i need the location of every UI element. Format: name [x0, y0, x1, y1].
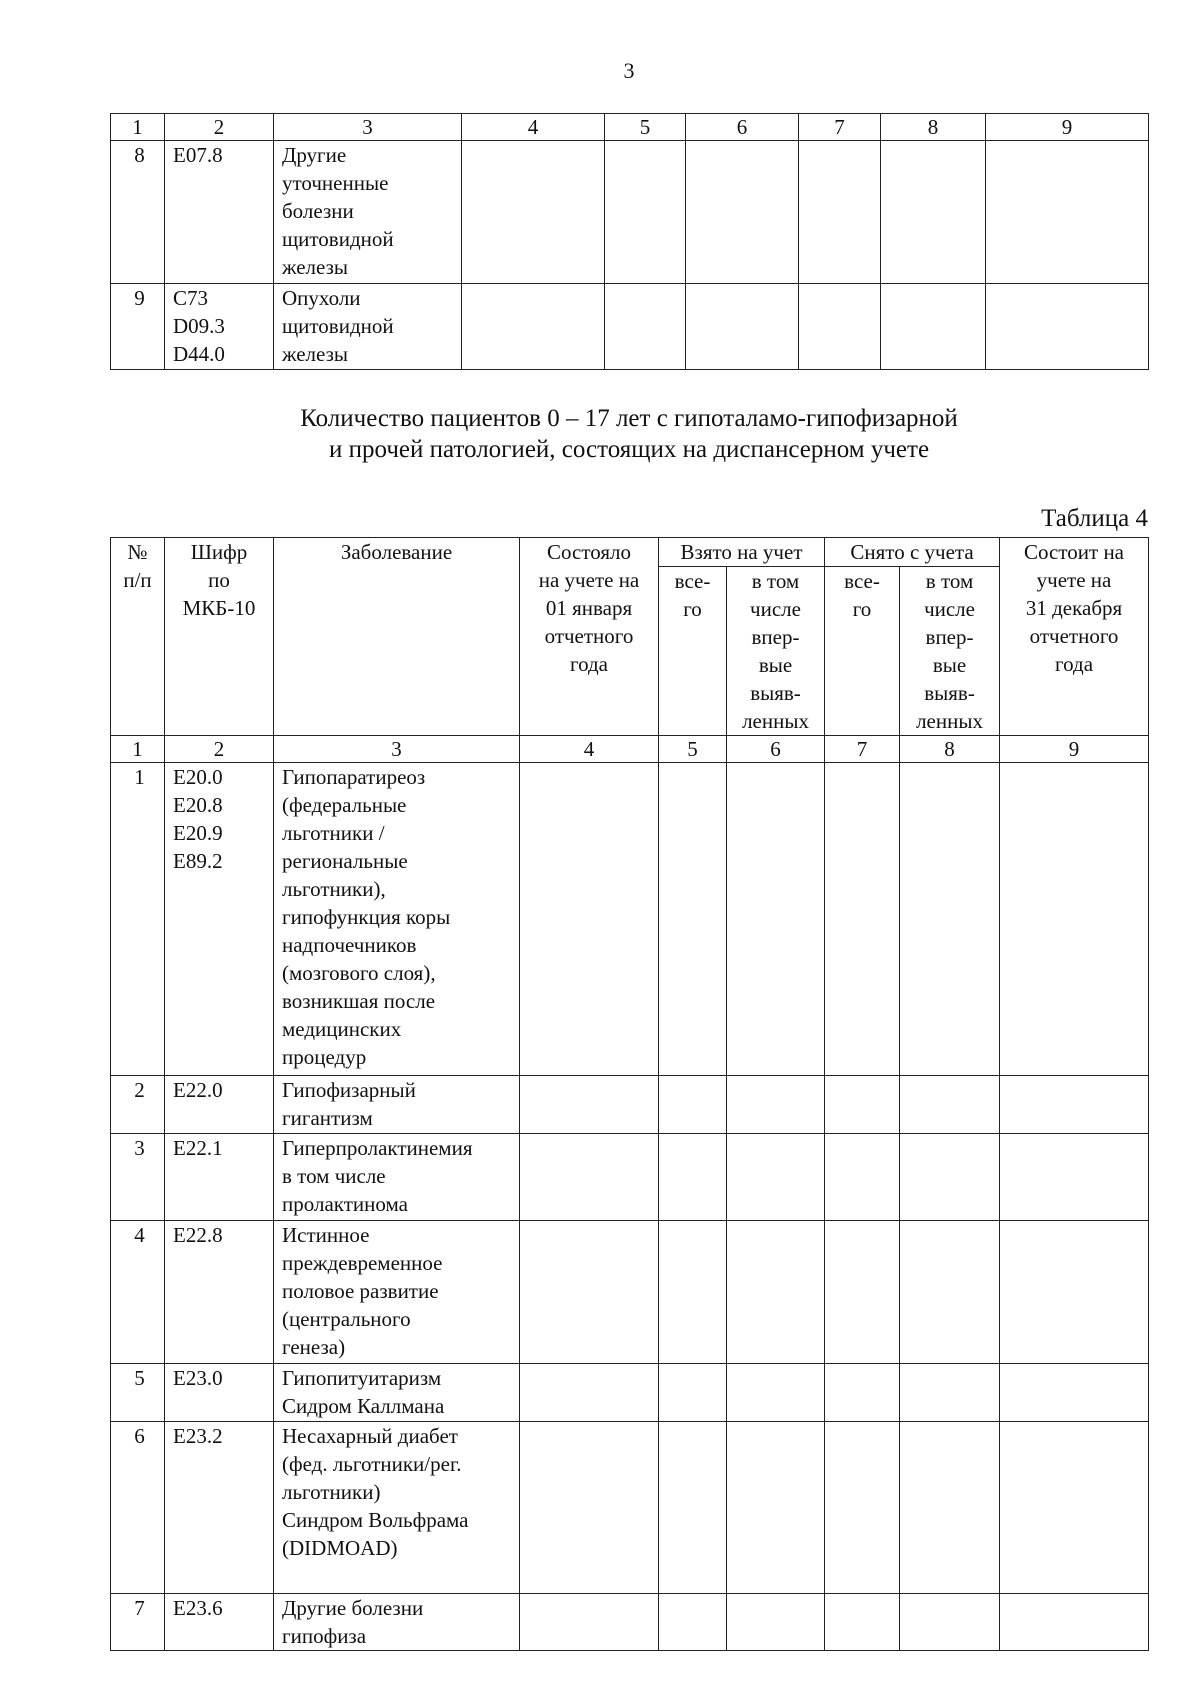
empty-cell — [1000, 1364, 1149, 1422]
row-number: 6 — [111, 1422, 165, 1594]
empty-cell — [462, 284, 605, 370]
table-label: Таблица 4 — [1041, 505, 1148, 532]
icd-code: Е23.2 — [165, 1422, 274, 1594]
empty-cell — [605, 141, 686, 284]
disease-name: Несахарный диабет (фед. льготники/рег. льготники) Синдром Вольфрама (DIDMOAD) — [274, 1422, 520, 1594]
empty-cell — [825, 1221, 900, 1364]
header-removed-total: все- го — [825, 567, 900, 736]
icd-code: Е22.0 — [165, 1076, 274, 1134]
empty-cell — [727, 1594, 825, 1651]
empty-cell — [900, 1594, 1000, 1651]
disease-name: Другие болезни гипофиза — [274, 1594, 520, 1651]
empty-cell — [900, 1422, 1000, 1594]
col-number: 4 — [462, 114, 605, 141]
row-number: 5 — [111, 1364, 165, 1422]
empty-cell — [520, 1134, 659, 1221]
empty-cell — [986, 141, 1149, 284]
table-row — [111, 1076, 1149, 1134]
disease-name: Гипопитуитаризм Сидром Каллмана — [274, 1364, 520, 1422]
row-number: 7 — [111, 1594, 165, 1651]
header-removed-new: в том числе впер- вые выяв- ленных — [900, 567, 1000, 736]
empty-cell — [659, 1221, 727, 1364]
disease-name: Истинное преждевременное половое развитие (центрального генеза) — [274, 1221, 520, 1364]
col-number: 5 — [605, 114, 686, 141]
col-number: 7 — [799, 114, 881, 141]
empty-cell — [1000, 1221, 1149, 1364]
table-row — [111, 1594, 1149, 1651]
row-number: 9 — [111, 284, 165, 370]
empty-cell — [900, 1221, 1000, 1364]
empty-cell — [825, 1364, 900, 1422]
header-taken-new: в том числе впер- вые выяв- ленных — [727, 567, 825, 736]
page-number: 3 — [623, 58, 635, 83]
disease-name: Опухоли щитовидной железы — [274, 284, 462, 370]
col-number: 1 — [111, 736, 165, 763]
empty-cell — [520, 1076, 659, 1134]
empty-cell — [986, 284, 1149, 370]
header-icd-code: Шифр по МКБ-10 — [165, 538, 274, 736]
empty-cell — [520, 1221, 659, 1364]
col-number: 2 — [165, 736, 274, 763]
col-number: 6 — [727, 736, 825, 763]
icd-code: Е20.0 Е20.8 Е20.9 Е89.2 — [165, 763, 274, 1076]
empty-cell — [900, 1364, 1000, 1422]
empty-cell — [727, 763, 825, 1076]
empty-cell — [727, 1364, 825, 1422]
empty-cell — [659, 1422, 727, 1594]
header-row-number: № п/п — [111, 538, 165, 736]
thyroid-table-continuation — [110, 113, 1149, 370]
empty-cell — [686, 284, 799, 370]
column-number-row — [111, 114, 1149, 141]
header-taken-total: все- го — [659, 567, 727, 736]
empty-cell — [1000, 1134, 1149, 1221]
empty-cell — [727, 1422, 825, 1594]
icd-code: Е23.0 — [165, 1364, 274, 1422]
empty-cell — [825, 1076, 900, 1134]
col-number: 9 — [1000, 736, 1149, 763]
icd-code: Е22.1 — [165, 1134, 274, 1221]
empty-cell — [659, 1364, 727, 1422]
col-number: 4 — [520, 736, 659, 763]
col-number: 6 — [686, 114, 799, 141]
table-row — [111, 1364, 1149, 1422]
icd-code: Е23.6 — [165, 1594, 274, 1651]
header-registered-jan: Состояло на учете на 01 января отчетного года — [520, 538, 659, 736]
empty-cell — [727, 1076, 825, 1134]
col-number: 9 — [986, 114, 1149, 141]
disease-name: Гиперпролактинемия в том числе пролактинома — [274, 1134, 520, 1221]
disease-name: Гипофизарный гигантизм — [274, 1076, 520, 1134]
col-number: 3 — [274, 736, 520, 763]
empty-cell — [520, 1364, 659, 1422]
empty-cell — [881, 141, 986, 284]
title-line-1: Количество пациентов 0 – 17 лет с гипоталамо-гипофизарной — [300, 405, 958, 432]
icd-code: Е22.8 — [165, 1221, 274, 1364]
empty-cell — [727, 1134, 825, 1221]
empty-cell — [520, 1422, 659, 1594]
header-registered-dec: Состоит на учете на 31 декабря отчетного года — [1000, 538, 1149, 736]
empty-cell — [727, 1221, 825, 1364]
col-number: 5 — [659, 736, 727, 763]
header-row — [111, 538, 1149, 567]
empty-cell — [520, 1594, 659, 1651]
empty-cell — [900, 1076, 1000, 1134]
empty-cell — [825, 763, 900, 1076]
table-row — [111, 1422, 1149, 1594]
empty-cell — [659, 1134, 727, 1221]
title-line-2: и прочей патологией, состоящих на диспансерном учете — [328, 436, 930, 463]
col-number: 8 — [900, 736, 1000, 763]
header-taken-on-record: Взято на учет — [659, 538, 825, 567]
header-disease: Заболевание — [274, 538, 520, 736]
empty-cell — [1000, 1594, 1149, 1651]
empty-cell — [900, 1134, 1000, 1221]
col-number: 2 — [165, 114, 274, 141]
row-number: 2 — [111, 1076, 165, 1134]
table-row — [111, 1221, 1149, 1364]
table-row — [111, 763, 1149, 1076]
row-number: 8 — [111, 141, 165, 284]
empty-cell — [462, 141, 605, 284]
empty-cell — [825, 1422, 900, 1594]
col-number: 1 — [111, 114, 165, 141]
empty-cell — [825, 1594, 900, 1651]
table-row — [111, 284, 1149, 370]
col-number: 3 — [274, 114, 462, 141]
empty-cell — [1000, 763, 1149, 1076]
row-number: 4 — [111, 1221, 165, 1364]
empty-cell — [1000, 1076, 1149, 1134]
header-removed-from-record: Снято с учета — [825, 538, 1000, 567]
empty-cell — [825, 1134, 900, 1221]
empty-cell — [900, 763, 1000, 1076]
icd-code: Е07.8 — [165, 141, 274, 284]
icd-code: С73 D09.3 D44.0 — [165, 284, 274, 370]
empty-cell — [1000, 1422, 1149, 1594]
row-number: 1 — [111, 763, 165, 1076]
empty-cell — [686, 141, 799, 284]
disease-name: Гипопаратиреоз (федеральные льготники / региональные льготники), гипофункция коры надпочечников (мозгового слоя), возникшая после медицинских процедур — [274, 763, 520, 1076]
empty-cell — [659, 1076, 727, 1134]
empty-cell — [605, 284, 686, 370]
pituitary-patients-table — [110, 537, 1149, 1651]
row-number: 3 — [111, 1134, 165, 1221]
table-row — [111, 141, 1149, 284]
disease-name: Другие уточненные болезни щитовидной железы — [274, 141, 462, 284]
empty-cell — [659, 1594, 727, 1651]
empty-cell — [659, 763, 727, 1076]
empty-cell — [799, 141, 881, 284]
empty-cell — [799, 284, 881, 370]
empty-cell — [881, 284, 986, 370]
empty-cell — [520, 763, 659, 1076]
col-number: 7 — [825, 736, 900, 763]
table-row — [111, 1134, 1149, 1221]
col-number: 8 — [881, 114, 986, 141]
section-title — [0, 403, 1200, 465]
column-number-row — [111, 736, 1149, 763]
